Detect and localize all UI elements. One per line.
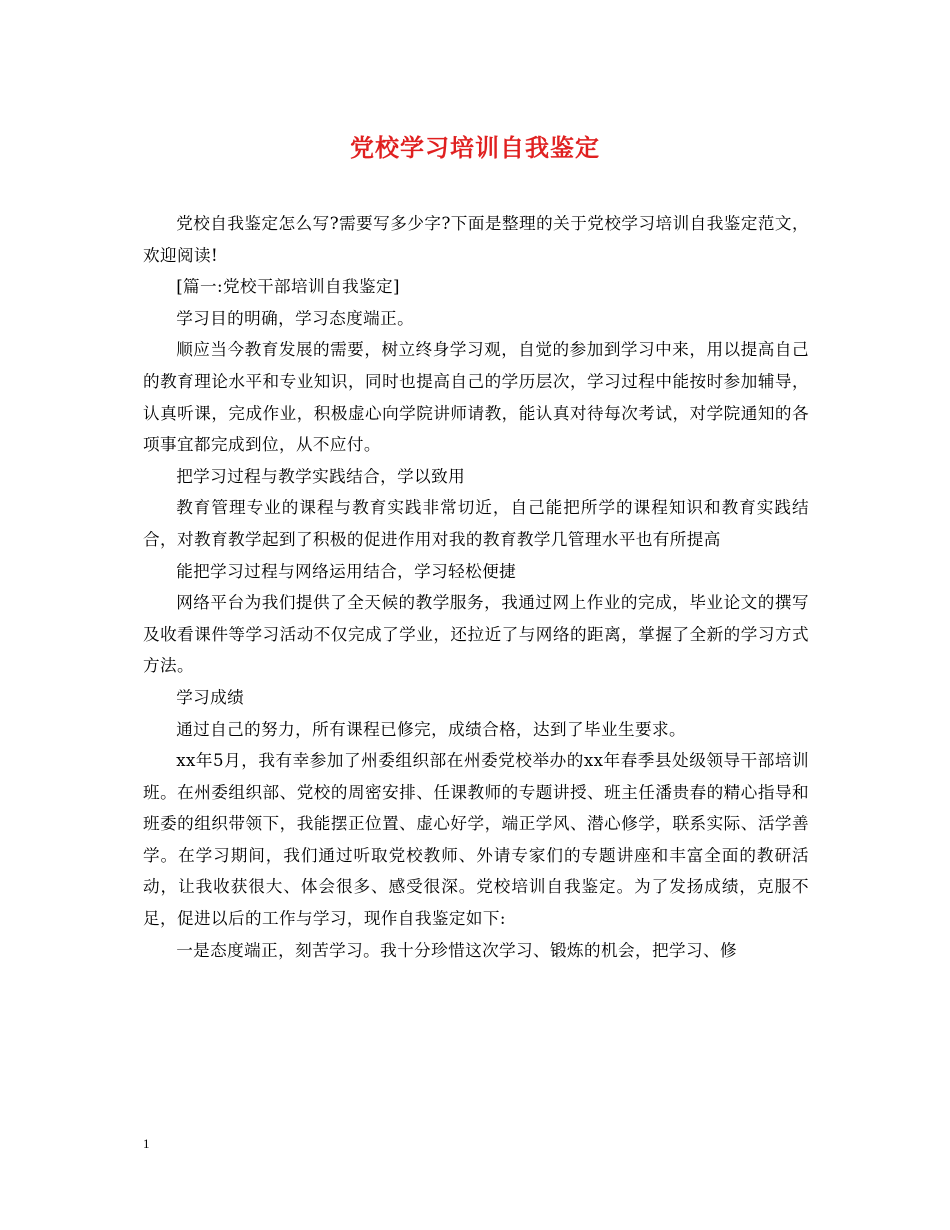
paragraph: 网络平台为我们提供了全天候的教学服务，我通过网上作业的完成，毕业论文的撰写及收看课件等学习活动不仅完成了学业，还拉近了与网络的距离，掌握了全新的学习方式方法。 bbox=[143, 593, 809, 676]
paragraph: 把学习过程与教学实践结合，学以致用 bbox=[176, 466, 466, 486]
paragraph: 通过自己的努力，所有课程已修完，成绩合格，达到了毕业生要求。 bbox=[176, 719, 686, 739]
paragraph: 党校自我鉴定怎么写?需要写多少字?下面是整理的关于党校学习培训自我鉴定范文，欢迎阅读! bbox=[143, 214, 809, 265]
paragraph: xx年5月，我有幸参加了州委组织部在州委党校举办的xx年春季县处级领导干部培训班。在州委组织部、党校的周密安排、任课教师的专题讲授、班主任潘贵春的精心指导和班委的组织带领下，我能摆正位置、虚心好学，端正学风、潜心修学，联系实际、活学善学。在学习期间，我们通过听取党校教师、外请专家们的专题讲座和丰富全面的教研活动，让我收获很大、体会很多、感受很深。党校培训自我鉴定。为了发扬成绩，克服不足，促进以后的工作与学习，现作自我鉴定如下: bbox=[143, 751, 809, 929]
document-title: 党校学习培训自我鉴定 bbox=[350, 133, 600, 162]
paragraph: 学习目的明确，学习态度端正。 bbox=[176, 308, 415, 328]
paragraph: 能把学习过程与网络运用结合，学习轻松便捷 bbox=[176, 561, 517, 581]
paragraph: 教育管理专业的课程与教育实践非常切近，自己能把所学的课程知识和教育实践结合，对教育教学起到了积极的促进作用对我的教育教学几管理水平也有所提高 bbox=[143, 498, 809, 549]
paragraph: 学习成绩 bbox=[176, 687, 245, 707]
page-number: 1 bbox=[143, 1136, 150, 1151]
paragraph: 一是态度端正，刻苦学习。我十分珍惜这次学习、锻炼的机会，把学习、修 bbox=[176, 940, 737, 960]
section-heading: [篇一:党校干部培训自我鉴定] bbox=[176, 277, 400, 297]
document-body bbox=[143, 208, 809, 966]
paragraph: 顺应当今教育发展的需要，树立终身学习观，自觉的参加到学习中来，用以提高自己的教育理论水平和专业知识，同时也提高自己的学历层次，学习过程中能按时参加辅导，认真听课，完成作业，积极虚心向学院讲师请教，能认真对待每次考试，对学院通知的各项事宜都完成到位，从不应付。 bbox=[143, 340, 809, 455]
